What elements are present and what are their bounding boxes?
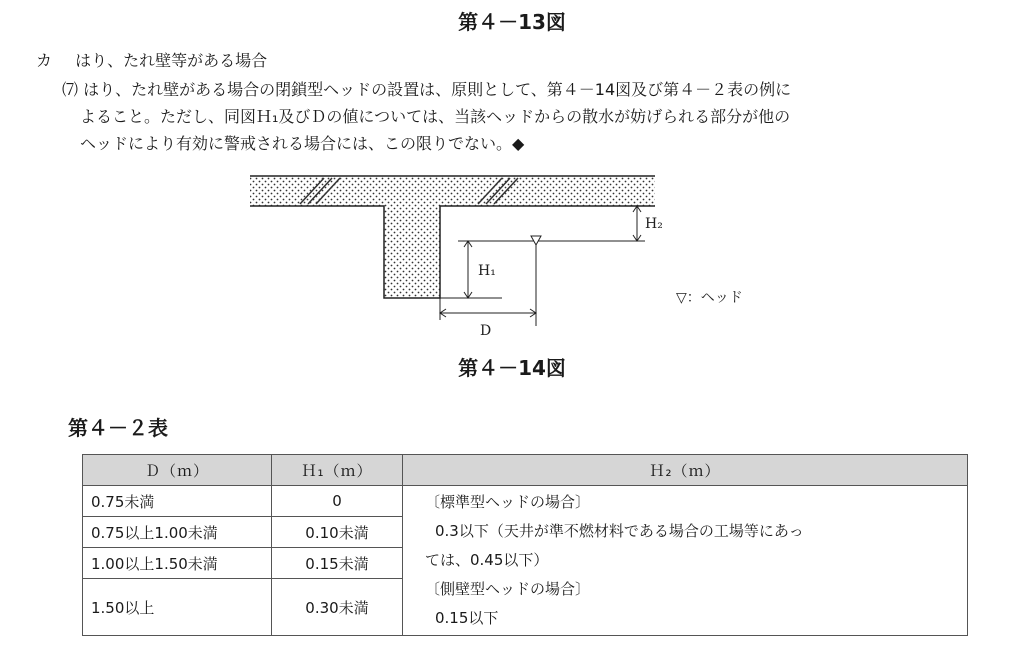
- ceiling-bottom-outline: [250, 206, 655, 298]
- cell-h2: [403, 486, 968, 636]
- cell-d: 0.75以上1.00未満: [83, 517, 272, 548]
- paragraph-line-2: よること。ただし、同図Ｈ₁及びＤの値については、当該ヘッドからの散水が妨げられる部分が他の: [80, 107, 791, 126]
- h2-line: 〔側壁型ヘッドの場合〕: [425, 580, 591, 598]
- cell-d: 1.50以上: [83, 579, 272, 636]
- ceiling-slab: [250, 176, 655, 298]
- header-h1: Ｈ₁（ｍ）: [272, 455, 403, 486]
- d-label: D: [480, 323, 492, 339]
- h2-line: ては、0.45以下）: [425, 551, 549, 569]
- cell-d: 1.00以上1.50未満: [83, 548, 272, 579]
- table-row: [83, 486, 968, 517]
- head-legend: ▽：ヘッド: [676, 290, 743, 306]
- cell-h1: 0.30未満: [272, 579, 403, 636]
- paragraph-line-1-text: はり、たれ壁がある場合の閉鎖型ヘッドの設置は、原則として、第４－14図及び第４－２表の例に: [83, 80, 792, 99]
- rule-paragraph: [62, 76, 982, 157]
- figure-4-14-title: 第４－14図: [458, 356, 566, 380]
- section-marker: カ: [36, 51, 53, 70]
- header-h2: Ｈ₂（ｍ）: [403, 455, 968, 486]
- table-header-row: [83, 455, 968, 486]
- h2-line: 0.3以下（天井が準不燃材料である場合の工場等にあっ: [435, 522, 804, 540]
- cell-h1: 0.15未満: [272, 548, 403, 579]
- h2-line: 〔標準型ヘッドの場合〕: [425, 493, 591, 511]
- cell-h1: 0.10未満: [272, 517, 403, 548]
- paragraph-marker: ⑺: [62, 80, 79, 99]
- table-4-2-title: 第４－２表: [68, 416, 168, 440]
- spec-table: [82, 454, 968, 636]
- h2-line: 0.15以下: [435, 609, 499, 627]
- h2-label: H₂: [645, 216, 663, 232]
- h1-label: H₁: [478, 263, 496, 279]
- beam-head-diagram: [240, 168, 780, 348]
- section-heading: [36, 48, 267, 71]
- section-heading-text: はり、たれ壁等がある場合: [75, 51, 268, 70]
- header-d: Ｄ（ｍ）: [83, 455, 272, 486]
- figure-4-13-title: 第４－13図: [458, 10, 566, 34]
- cell-h1: 0: [272, 486, 403, 517]
- cell-d: 0.75未満: [83, 486, 272, 517]
- paragraph-line-1: [62, 76, 982, 103]
- paragraph-line-3: ヘッドにより有効に警戒される場合には、この限りでない。◆: [80, 134, 525, 153]
